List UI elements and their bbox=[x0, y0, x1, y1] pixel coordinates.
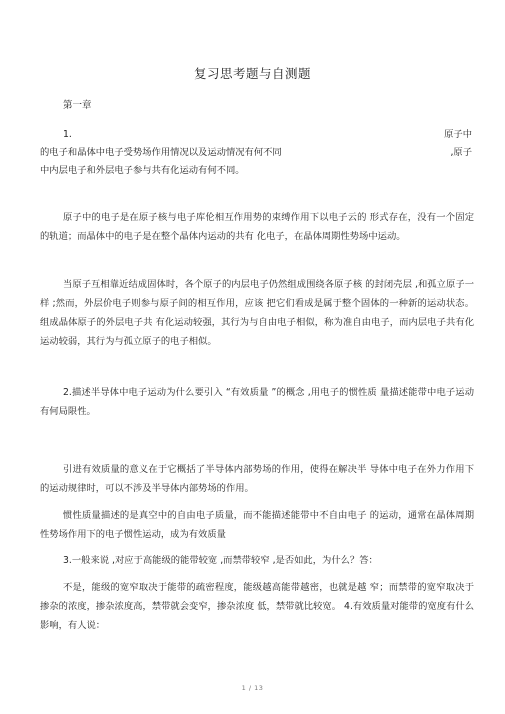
answer-paragraph-3: 引进有效质量的意义在于它概括了半导体内部势场的作用，使得在解决半 导体中电子在外力作用下的运动规律时，可以不涉及半导体内部势场的作用。 bbox=[40, 464, 474, 494]
question-1-line-2-left: 的电子和晶体中电子受势场作用情况以及运动情况有何不同 bbox=[40, 147, 282, 158]
question-1-line-3-text: 中内层电子和外层电子参与共有化运动有何不同。 bbox=[40, 165, 245, 176]
page-number: 1 / 13 bbox=[241, 684, 264, 692]
question-1 bbox=[40, 126, 472, 180]
question-1-line-2-right: ,原子 bbox=[450, 147, 472, 158]
question-1-line-3 bbox=[40, 162, 472, 180]
question-1-number: 1. bbox=[63, 129, 72, 140]
chapter-heading: 第一章 bbox=[63, 100, 92, 111]
answer-paragraph-1: 原子中的电子是在原子核与电子库伦相互作用势的束缚作用下以电子云的 形式存在，没有一个固定的轨道；而晶体中的电子是在整个晶体内运动的共有 化电子，在晶体周期性势场中运动。 bbox=[40, 212, 474, 242]
question-1-line-1-right: 原子中 bbox=[444, 129, 472, 140]
page-title: 复习思考题与自测题 bbox=[193, 66, 311, 81]
question-1-line-2 bbox=[40, 144, 472, 162]
answer-paragraph-2: 当原子互相靠近结成固体时，各个原子的内层电子仍然组成围绕各原子核 的封闭壳层 ,和孤立原子一样 ;然而，外层价电子则参与原子间的相互作用，应该 把它们看成是属于整个固体的一种新的运动状态。组成晶体原子的外层电子共 有化运动较强，其行为与自由电子相似，称为准自由电子，而内层电子共有化 运动较弱，其行为与孤立原子的电子相似。 bbox=[40, 279, 474, 347]
question-1-line-1 bbox=[40, 126, 472, 144]
answer-paragraph-4: 惯性质量描述的是真空中的自由电子质量，而不能描述能带中不自由电子 的运动，通常在晶体周期性势场作用下的电子惯性运动，成为有效质量 bbox=[40, 510, 474, 540]
question-2: 2.描述半导体中电子运动为什么要引入 “有效质量 ”的概念 ,用电子的惯性质 量描述能带中电子运动有何局限性。 bbox=[40, 387, 474, 417]
answer-paragraph-5: 不是，能级的宽窄取决于能带的疏密程度，能级越高能带越密，也就是越 窄；而禁带的宽窄取决于掺杂的浓度，掺杂浓度高，禁带就会变窄，掺杂浓度 低，禁带就比较宽。 4.有效质量对能带的宽度有什么影响，有人说： bbox=[40, 582, 475, 631]
question-3: 3.一般来说 ,对应于高能级的能带较宽 ,而禁带较窄 ,是否如此，为什么？答： bbox=[63, 555, 378, 566]
